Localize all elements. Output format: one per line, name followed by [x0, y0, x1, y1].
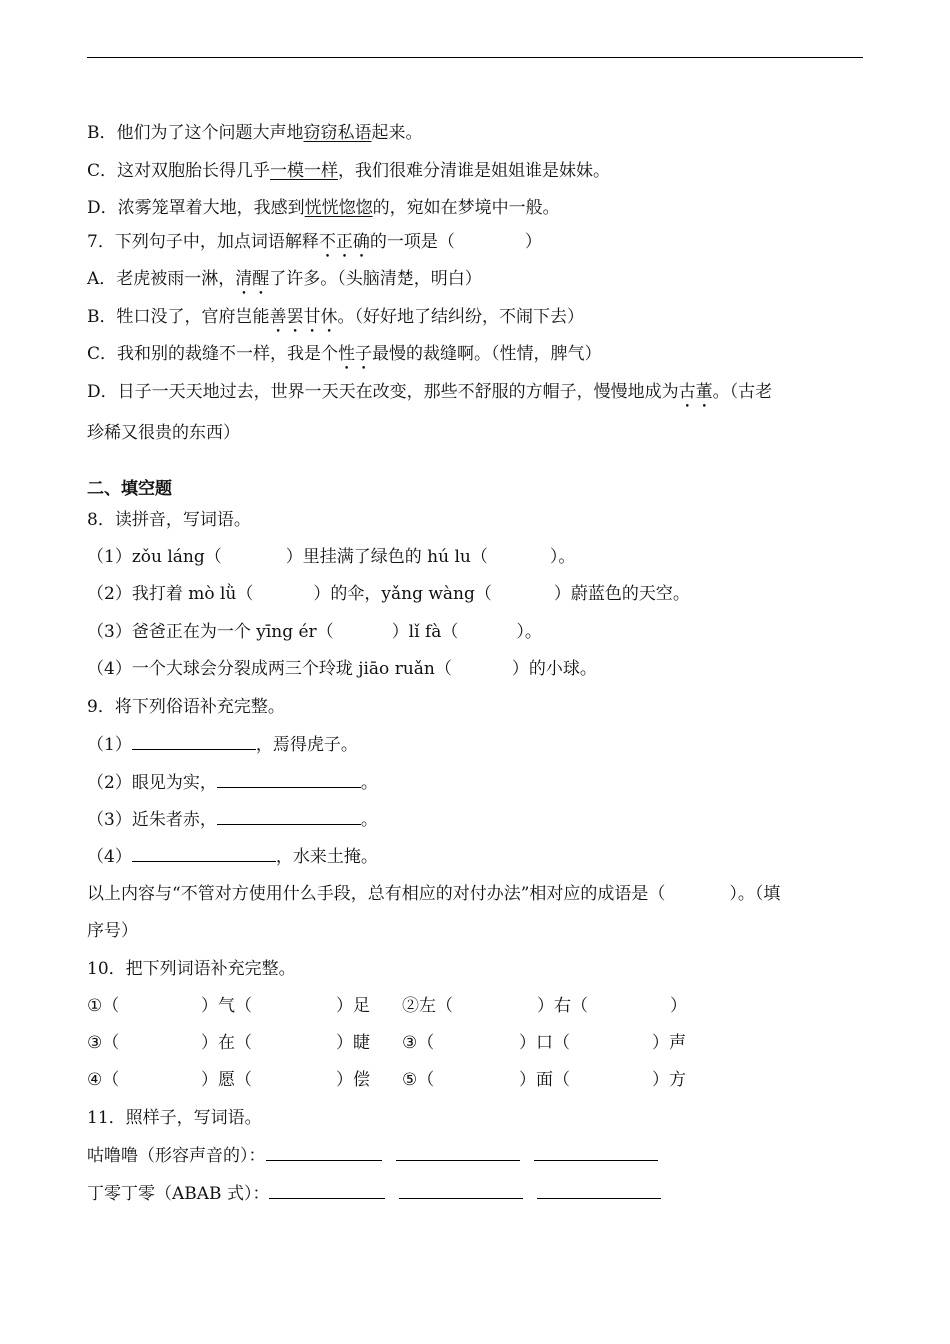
q9-item-4: （4） ，水来土掩。 [87, 847, 378, 867]
q8-stem: 8．读拼音，写词语。 [87, 510, 251, 530]
q7-option-d: D．日子一天天地过去，世界一天天在改变，那些不舒服的方帽子，慢慢地成为古董。（古老 [87, 382, 773, 402]
q7-stem: 7．下列句子中，加点词语解释不正确的一项是（ ） [87, 232, 542, 252]
q9-item-3: （3）近朱者赤， 。 [87, 810, 378, 830]
q11-line-1: 咕噜噜（形容声音的）： [87, 1144, 658, 1167]
answer-blank[interactable] [217, 808, 361, 825]
answer-blank[interactable] [399, 1182, 523, 1199]
answer-blank[interactable] [266, 1144, 382, 1161]
q8-item-4: （4）一个大球会分裂成两三个玲珑 jiāo ruǎn（ ）的小球。 [87, 659, 597, 679]
q7-option-d-continued: 珍稀又很贵的东西） [87, 423, 240, 443]
q7-option-a: A．老虎被雨一淋，清醒了许多。（头脑清楚，明白） [87, 269, 482, 289]
q6-option-d: D．浓雾笼罩着大地，我感到恍恍惚惚的，宛如在梦境中一般。 [87, 198, 560, 218]
q8-item-1: （1）zǒu láng（ ）里挂满了绿色的 hú lu（ ）。 [87, 547, 576, 567]
answer-blank[interactable] [534, 1144, 658, 1161]
q8-item-3: （3）爸爸正在为一个 yīng ér（ ）lǐ fà（ ）。 [87, 622, 542, 642]
q7-option-b: B．牲口没了，官府岂能善罢甘休。（好好地了结纠纷，不闹下去） [87, 307, 584, 327]
header-rule [87, 57, 863, 58]
q8-item-2: （2）我打着 mò lǜ（ ）的伞，yǎng wàng（ ）蔚蓝色的天空。 [87, 584, 690, 604]
q9-question: 以上内容与“不管对方使用什么手段，总有相应的对付办法”相对应的成语是（ ）。（填 [87, 884, 781, 904]
q9-stem: 9．将下列俗语补充完整。 [87, 697, 285, 717]
q6-option-c: C．这对双胞胎长得几乎一模一样，我们很难分清谁是姐姐谁是妹妹。 [87, 161, 611, 181]
q6-option-b: B．他们为了这个问题大声地窃窃私语起来。 [87, 123, 423, 143]
answer-blank[interactable] [396, 1144, 520, 1161]
answer-blank[interactable] [217, 771, 361, 788]
answer-blank[interactable] [132, 845, 276, 862]
answer-blank[interactable] [132, 733, 256, 750]
section-heading: 二、填空题 [87, 479, 172, 499]
q11-line-2: 丁零丁零（ABAB 式）： [87, 1182, 661, 1205]
q10-stem: 10．把下列词语补充完整。 [87, 959, 296, 979]
q9-item-2: （2）眼见为实， 。 [87, 773, 378, 793]
q7-option-c: C．我和别的裁缝不一样，我是个性子最慢的裁缝啊。（性情，脾气） [87, 344, 602, 364]
q9-question-continued: 序号） [87, 921, 138, 941]
answer-blank[interactable] [537, 1182, 661, 1199]
q9-item-1: （1） ，焉得虎子。 [87, 735, 358, 755]
answer-blank[interactable] [269, 1182, 385, 1199]
q11-stem: 11．照样子，写词语。 [87, 1108, 262, 1128]
